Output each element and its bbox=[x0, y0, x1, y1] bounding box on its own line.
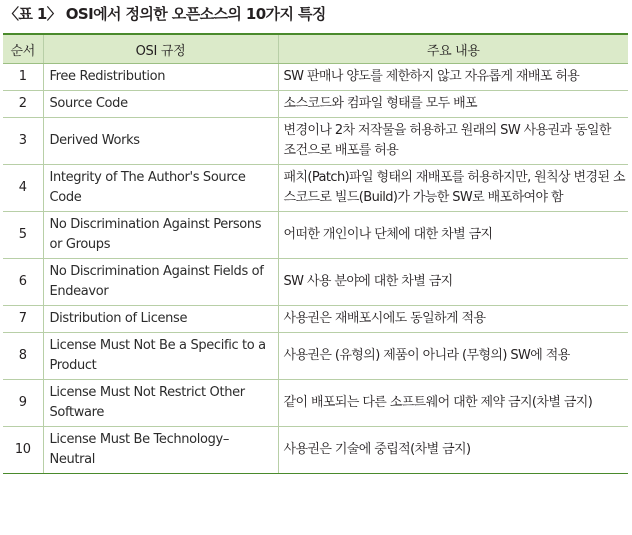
table-header-row bbox=[3, 35, 628, 64]
row-number: 7 bbox=[3, 306, 43, 333]
osi-features-table-wrapper bbox=[3, 33, 628, 474]
header-order: 순서 bbox=[3, 35, 43, 64]
row-number: 1 bbox=[3, 64, 43, 91]
osi-rule-cell: License Must Not Restrict Other Software bbox=[43, 380, 278, 427]
table-caption: 〈표 1〉 OSI에서 정의한 오픈소스의 10가지 특징 bbox=[4, 5, 326, 23]
content-cell: 변경이나 2차 저작물을 허용하고 원래의 SW 사용권과 동일한 조건으로 배포를 허용 bbox=[278, 118, 628, 165]
table-row bbox=[3, 64, 628, 91]
content-cell: 어떠한 개인이나 단체에 대한 차별 금지 bbox=[278, 212, 628, 259]
table-row bbox=[3, 91, 628, 118]
osi-rule-cell: License Must Be Technology–Neutral bbox=[43, 427, 278, 474]
row-number: 3 bbox=[3, 118, 43, 165]
header-main-content: 주요 내용 bbox=[278, 35, 628, 64]
table-row bbox=[3, 212, 628, 259]
table-row bbox=[3, 427, 628, 474]
table-row bbox=[3, 306, 628, 333]
content-cell: 사용권은 (유형의) 제품이 아니라 (무형의) SW에 적용 bbox=[278, 333, 628, 380]
table-row bbox=[3, 259, 628, 306]
content-cell: SW 판매나 양도를 제한하지 않고 자유롭게 재배포 허용 bbox=[278, 64, 628, 91]
table-row bbox=[3, 165, 628, 212]
row-number: 2 bbox=[3, 91, 43, 118]
content-cell: 사용권은 기술에 중립적(차별 금지) bbox=[278, 427, 628, 474]
osi-features-table bbox=[3, 35, 628, 473]
content-cell: 사용권은 재배포시에도 동일하게 적용 bbox=[278, 306, 628, 333]
row-number: 4 bbox=[3, 165, 43, 212]
osi-rule-cell: License Must Not Be a Specific to a Product bbox=[43, 333, 278, 380]
osi-rule-cell: Distribution of License bbox=[43, 306, 278, 333]
osi-rule-cell: No Discrimination Against Persons or Groups bbox=[43, 212, 278, 259]
table-row bbox=[3, 380, 628, 427]
content-cell: 같이 배포되는 다른 소프트웨어 대한 제약 금지(차별 금지) bbox=[278, 380, 628, 427]
table-row bbox=[3, 118, 628, 165]
osi-rule-cell: Free Redistribution bbox=[43, 64, 278, 91]
row-number: 10 bbox=[3, 427, 43, 474]
row-number: 8 bbox=[3, 333, 43, 380]
row-number: 9 bbox=[3, 380, 43, 427]
table-row bbox=[3, 333, 628, 380]
content-cell: 패치(Patch)파일 형태의 재배포를 허용하지만, 원칙상 변경된 소스코드로 빌드(Build)가 가능한 SW로 배포하여야 함 bbox=[278, 165, 628, 212]
content-cell: 소스코드와 컴파일 형태를 모두 배포 bbox=[278, 91, 628, 118]
osi-rule-cell: No Discrimination Against Fields of Endeavor bbox=[43, 259, 278, 306]
osi-rule-cell: Derived Works bbox=[43, 118, 278, 165]
osi-rule-cell: Source Code bbox=[43, 91, 278, 118]
header-osi-rule: OSI 규정 bbox=[43, 35, 278, 64]
content-cell: SW 사용 분야에 대한 차별 금지 bbox=[278, 259, 628, 306]
row-number: 5 bbox=[3, 212, 43, 259]
row-number: 6 bbox=[3, 259, 43, 306]
osi-rule-cell: Integrity of The Author's Source Code bbox=[43, 165, 278, 212]
